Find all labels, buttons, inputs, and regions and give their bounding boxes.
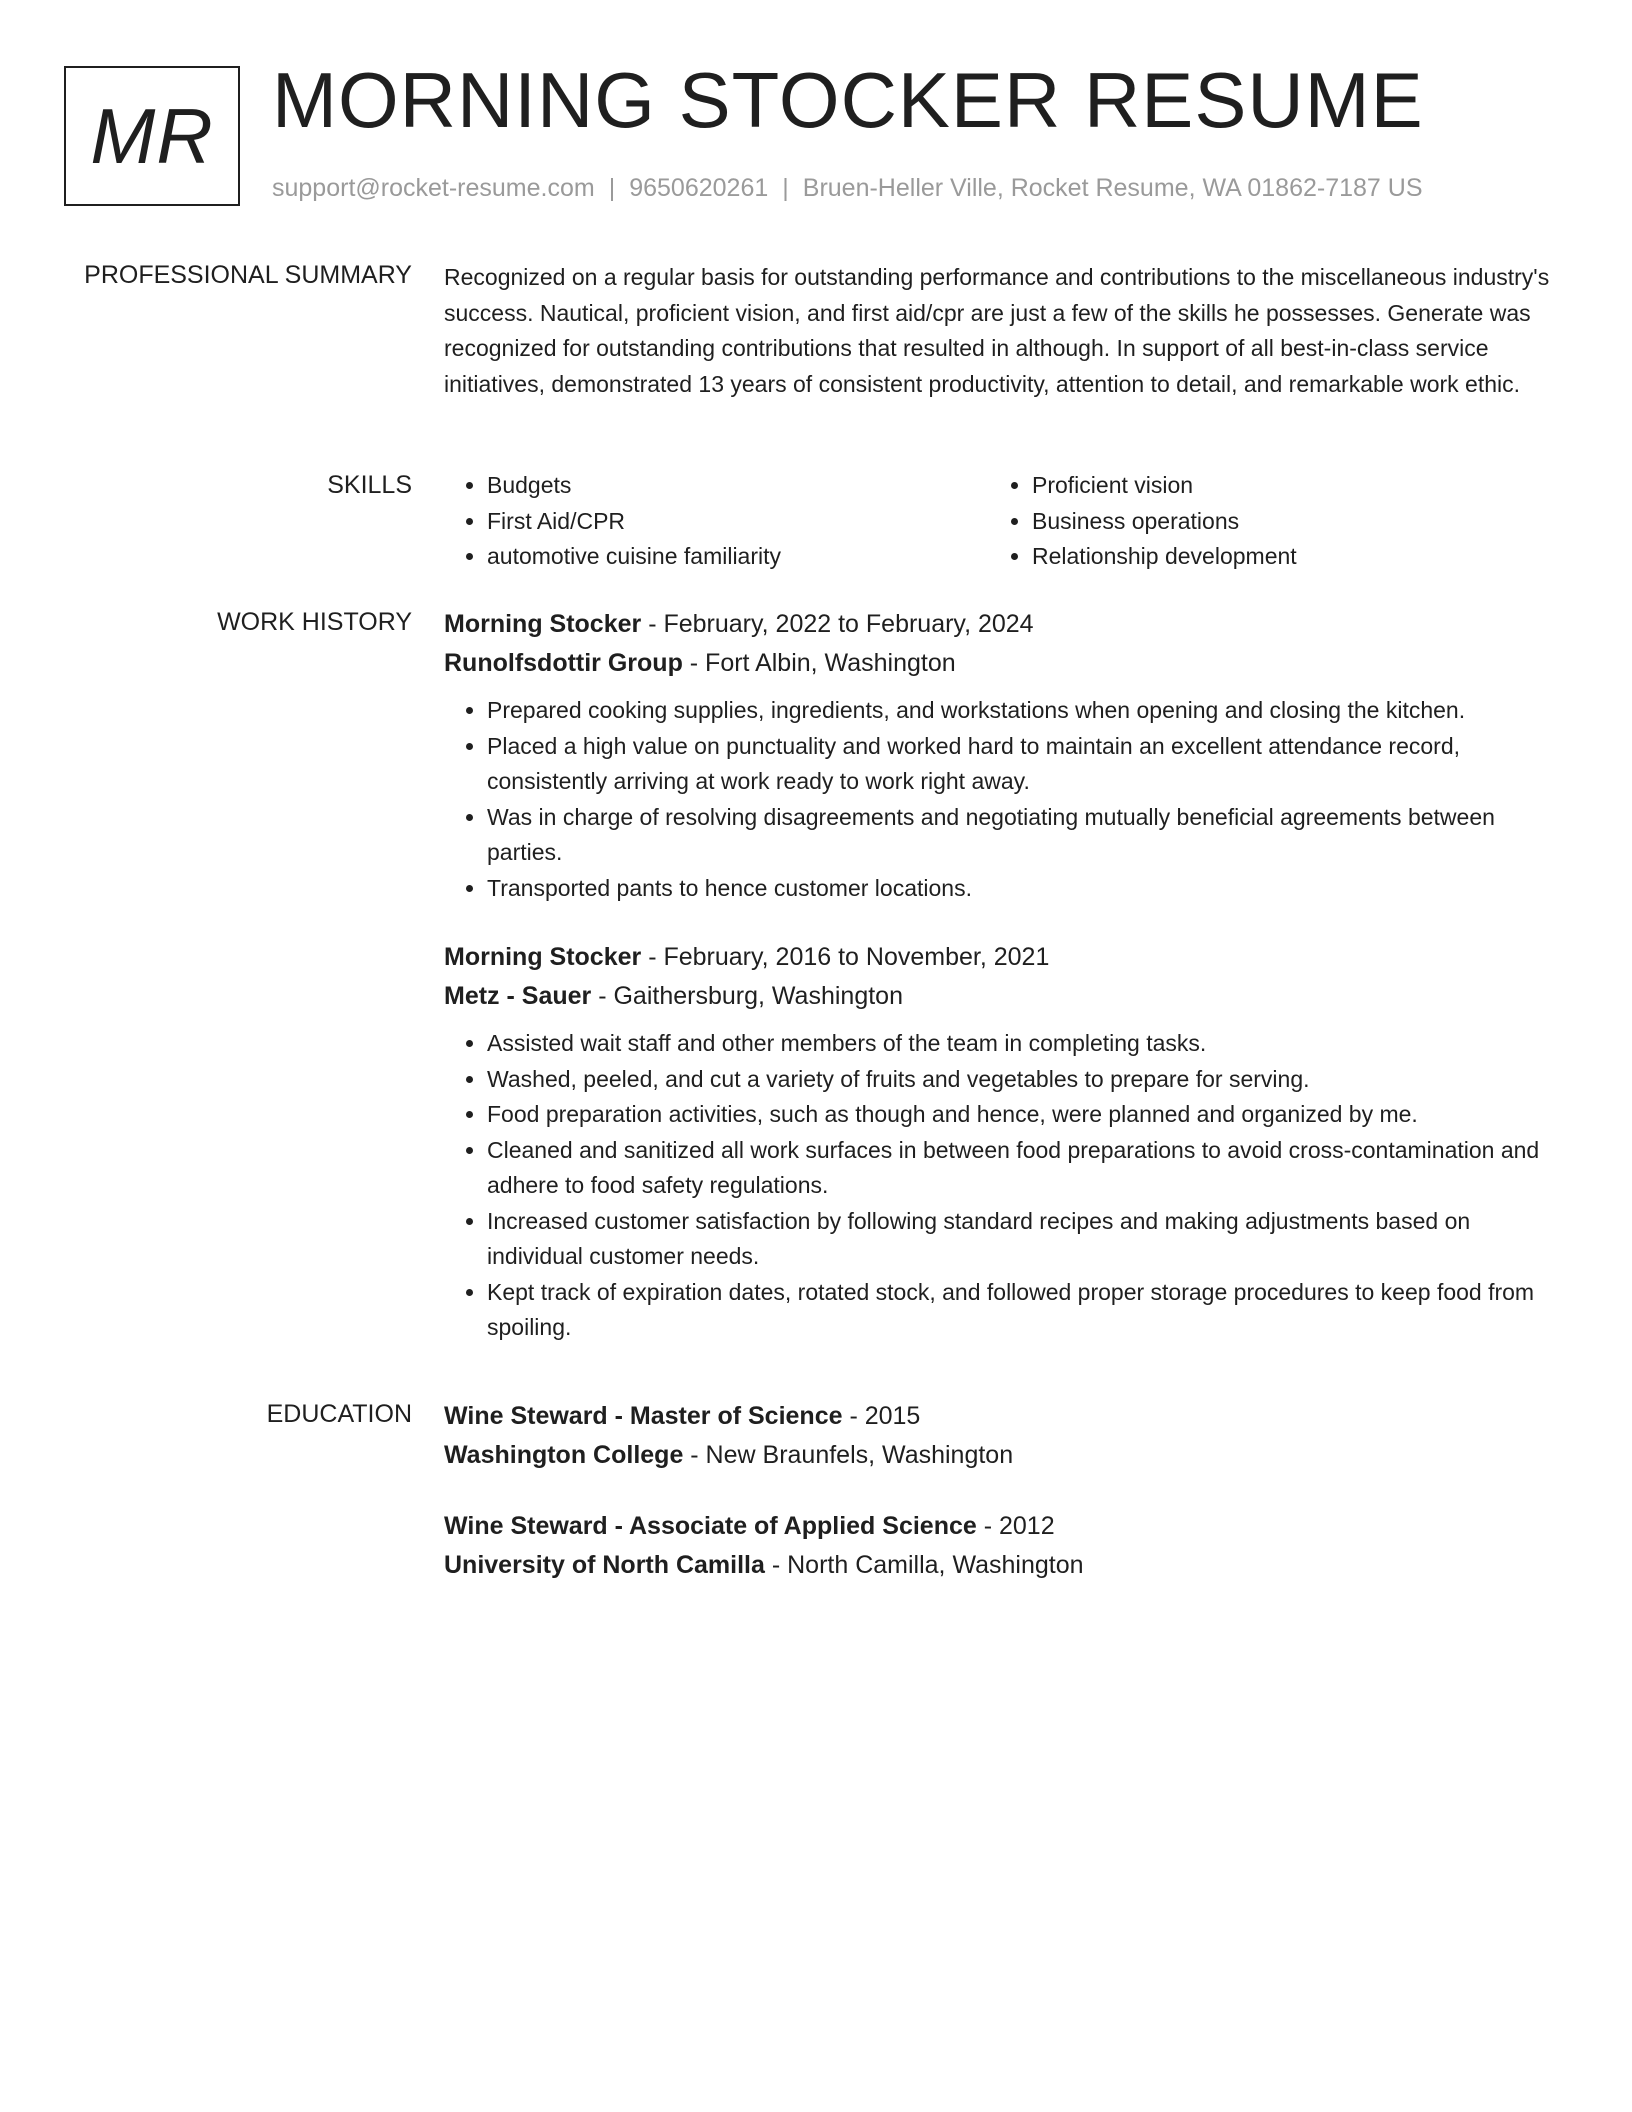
job-bullet: • Cleaned and sanitized all work surfaces in between food preparations to avoid cross-contamination and adhere to food safety regulations. (487, 1133, 1554, 1204)
degree-year: - 2015 (842, 1402, 921, 1430)
skill-item: • automotive cuisine familiarity (487, 539, 989, 575)
job-entry (444, 938, 1554, 1346)
job-entry (444, 605, 1554, 906)
job-bullet: • Assisted wait staff and other members of the team in completing tasks. (487, 1026, 1554, 1062)
work-history-body (444, 605, 1554, 1378)
job-company-line (444, 977, 1554, 1016)
skill-item: • Relationship development (1032, 539, 1534, 575)
degree-name: Wine Steward - Associate of Applied Science (444, 1512, 977, 1540)
degree-line (444, 1507, 1554, 1546)
education-heading: EDUCATION (266, 1400, 412, 1428)
contact-separator: | (608, 174, 616, 202)
job-bullet: • Food preparation activities, such as though and hence, were planned and organized by me. (487, 1097, 1554, 1133)
summary-heading: PROFESSIONAL SUMMARY (84, 261, 412, 289)
skill-item: • Proficient vision (1032, 468, 1534, 504)
job-dates: - February, 2022 to February, 2024 (641, 610, 1034, 638)
skills-column-right (989, 468, 1534, 575)
education-body (444, 1397, 1554, 1617)
summary-body (444, 258, 1554, 402)
contact-email: support@rocket-resume.com (272, 174, 595, 202)
job-bullet: • Prepared cooking supplies, ingredients, and workstations when opening and closing the kitchen. (487, 693, 1554, 729)
contact-address: Bruen-Heller Ville, Rocket Resume, WA 01862-7187 US (802, 174, 1423, 202)
school-name: University of North Camilla (444, 1551, 765, 1579)
degree-line (444, 1397, 1554, 1436)
job-bullets (444, 1026, 1554, 1346)
school-line (444, 1546, 1554, 1585)
job-company: Runolfsdottir Group (444, 649, 683, 677)
work-history-heading: WORK HISTORY (217, 608, 412, 636)
job-bullet: • Transported pants to hence customer locations. (487, 871, 1554, 907)
monogram-text: MR (90, 91, 214, 180)
school-line (444, 1436, 1554, 1475)
school-location: - New Braunfels, Washington (683, 1441, 1014, 1469)
skills-grid (444, 468, 1554, 575)
education-entry (444, 1507, 1554, 1585)
monogram-logo (64, 66, 240, 206)
job-company: Metz - Sauer (444, 982, 592, 1010)
skill-item: • Budgets (487, 468, 989, 504)
skill-item: • First Aid/CPR (487, 504, 989, 540)
job-title: Morning Stocker (444, 610, 642, 638)
summary-text: Recognized on a regular basis for outstanding performance and contributions to the miscellaneous industry's success. Nautical, proficient vision, and first aid/cpr are just a few of the skills he possesses. Generate was recognized for outstanding contributions that resulted in although. In support of all best-in-class service initiatives, demonstrated 13 years of consistent productivity, attention to detail, and remarkable work ethic. (444, 264, 1550, 397)
school-location: - North Camilla, Washington (764, 1551, 1084, 1579)
job-bullet: • Placed a high value on punctuality and worked hard to maintain an excellent attendance record, consistently arriving at work ready to work right away. (487, 729, 1554, 800)
skill-item: • Business operations (1032, 504, 1534, 540)
contact-line (272, 172, 1423, 205)
job-company-line (444, 644, 1554, 683)
resume-title: MORNING STOCKER RESUME (272, 56, 1424, 144)
job-bullets (444, 693, 1554, 906)
skills-heading: SKILLS (327, 471, 412, 499)
education-entry (444, 1397, 1554, 1475)
job-title: Morning Stocker (444, 943, 642, 971)
contact-separator: | (782, 174, 789, 202)
job-title-line (444, 938, 1554, 977)
degree-year: - 2012 (976, 1512, 1055, 1540)
skills-column-left (444, 468, 989, 575)
skills-body (444, 468, 1554, 575)
job-title-line (444, 605, 1554, 644)
job-location: - Fort Albin, Washington (682, 649, 956, 677)
degree-name: Wine Steward - Master of Science (444, 1402, 843, 1430)
job-location: - Gaithersburg, Washington (591, 982, 903, 1010)
job-bullet: • Washed, peeled, and cut a variety of fruits and vegetables to prepare for serving. (487, 1062, 1554, 1098)
job-bullet: • Increased customer satisfaction by following standard recipes and making adjustments based on individual customer needs. (487, 1204, 1554, 1275)
job-dates: - February, 2016 to November, 2021 (641, 943, 1050, 971)
school-name: Washington College (444, 1441, 684, 1469)
contact-phone: 9650620261 (629, 174, 769, 202)
job-bullet: • Was in charge of resolving disagreements and negotiating mutually beneficial agreements between parties. (487, 800, 1554, 871)
job-bullet: • Kept track of expiration dates, rotated stock, and followed proper storage procedures to keep food from spoiling. (487, 1275, 1554, 1346)
